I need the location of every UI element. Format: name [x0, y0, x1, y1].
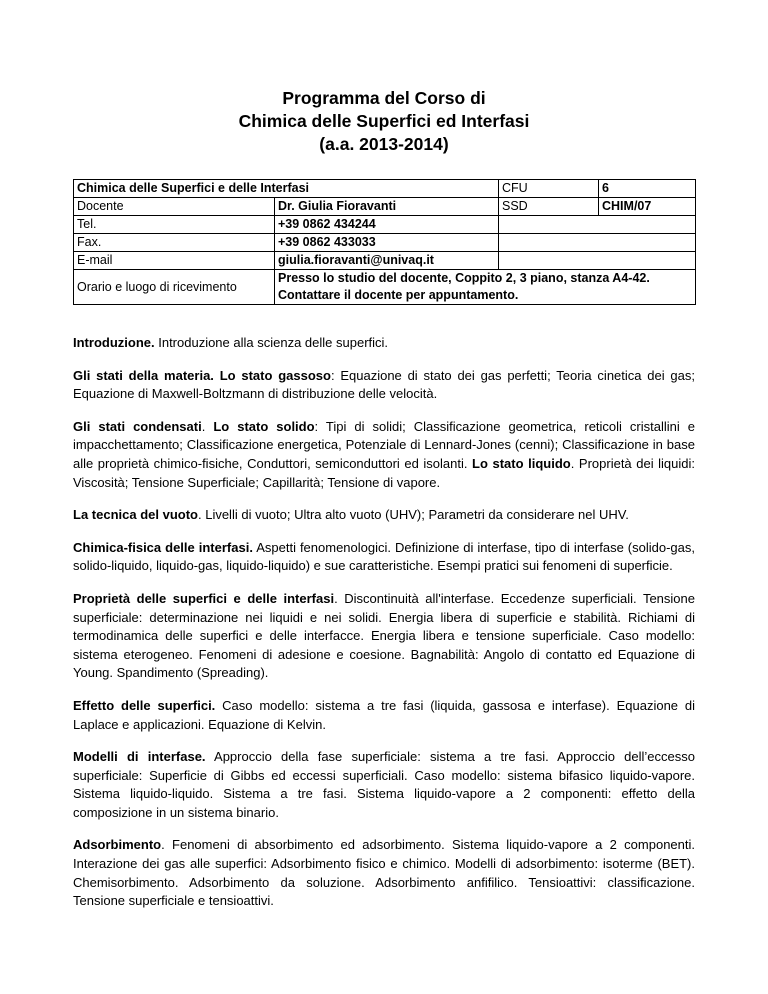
section-text: Introduzione alla scienza delle superfici.: [154, 335, 389, 350]
email-label: E-mail: [74, 252, 275, 270]
ssd-label: SSD: [499, 198, 599, 216]
section-text: : Tipi di solidi; Classificazione geometrica, reticoli cristallini e impacchettamento; Classificazione energetica, Potenziale di Lennard-Jones (cenni); Classificazione in base alle proprietà chimico-fisiche, Conduttori, semiconduttori ed isolanti.: [73, 418, 695, 471]
section-heading: Lo stato solido: [213, 418, 315, 434]
program-section: [73, 418, 695, 492]
section-heading: La tecnica del vuoto: [73, 507, 198, 523]
section-text: . Livelli di vuoto; Ultra alto vuoto (UHV); Parametri da considerare nel UHV.: [197, 507, 629, 523]
program-section: [73, 367, 695, 404]
docente-value: Dr. Giulia Fioravanti: [275, 198, 499, 216]
fax-label: Fax.: [74, 234, 275, 252]
orario-line-2: Contattare il docente per appuntamento.: [278, 288, 519, 302]
orario-label: Orario e luogo di ricevimento: [74, 270, 275, 305]
cfu-label: CFU: [499, 180, 599, 198]
course-name-cell: Chimica delle Superfici e delle Interfasi: [74, 180, 275, 198]
section-text: . Discontinuità all'interfase. Eccedenze superficiali. Tensione superficiale: determinazione nei liquidi e nei solidi. Energia libera di superficie e stabilità. Richiami di termodinamica delle superfici e delle interfacce. Energia libera e tensione superficiale. Caso modello: sistema eterogeneo. Fenomeni di adesione e coesione. Bagnabilità: Angolo di contatto ed Equazione di Young. Spandimento (Spreading).: [73, 590, 695, 681]
section-text: . Proprietà dei liquidi: Viscosità; Tensione Superficiale; Capillarità; Tensione di vapore.: [73, 455, 696, 490]
cfu-value: 6: [599, 180, 696, 198]
section-text: : Equazione di stato dei gas perfetti; Teoria cinetica dei gas; Equazione di Maxwell-Boltzmann di distribuzione delle velocità.: [73, 367, 695, 402]
orario-value: [275, 270, 696, 305]
section-text: .: [201, 418, 214, 434]
table-row: [74, 270, 696, 305]
program-section: [73, 590, 695, 683]
section-heading: Introduzione.: [73, 335, 155, 350]
section-text: Aspetti fenomenologici. Definizione di interfase, tipo di interfase (solido-gas, solido-liquido, liquido-gas, liquido-liquido) e sue caratteristiche. Esempi pratici sui fenomeni di superficie.: [73, 539, 695, 574]
program-section: [73, 748, 695, 822]
email-value: giulia.fioravanti@univaq.it: [275, 252, 499, 270]
section-heading: Gli stati condensati: [73, 418, 202, 434]
title-line-1: Programma del Corso di: [282, 88, 486, 108]
table-row: [74, 198, 696, 216]
section-heading: Chimica-fisica delle interfasi.: [73, 539, 253, 555]
title-line-2: Chimica delle Superfici ed Interfasi: [238, 111, 530, 131]
tel-value: +39 0862 434244: [275, 216, 499, 234]
fax-value: +39 0862 433033: [275, 234, 499, 252]
program-section: [73, 697, 695, 734]
table-row: [74, 180, 696, 198]
orario-line-1: Presso lo studio del docente, Coppito 2, 3 piano, stanza A4-42.: [278, 271, 650, 285]
program-section: [73, 539, 695, 576]
table-row: [74, 216, 696, 234]
tel-label: Tel.: [74, 216, 275, 234]
section-heading: Proprietà delle superfici e delle interfasi: [73, 590, 335, 606]
title-line-3: (a.a. 2013-2014): [319, 134, 449, 154]
table-row: [74, 252, 696, 270]
section-text: . Fenomeni di absorbimento ed adsorbimento. Sistema liquido-vapore a 2 componenti. Interazione dei gas alle superfici: Adsorbimento fisico e chimico. Modelli di adsorbimento: isoterme (BET). Chemisorbimento. Adsorbimento da soluzione. Adsorbimento anfifilico. Tensioattivi: classificazione. Tensione superficiale e tensioattivi.: [73, 837, 695, 909]
section-heading: Adsorbimento: [73, 837, 162, 853]
section-text: Caso modello: sistema a tre fasi (liquida, gassosa e interfase). Equazione di Laplace e applicazioni. Equazione di Kelvin.: [73, 697, 695, 732]
section-heading: Effetto delle superfici.: [73, 697, 216, 713]
program-body: [73, 334, 695, 925]
table-row: [74, 234, 696, 252]
program-section: [73, 506, 695, 525]
section-text: Approccio della fase superficiale: sistema a tre fasi. Approccio dell’eccesso superficiale: Superficie di Gibbs ed eccessi superficiali. Caso modello: sistema bifasico liquido-vapore. Sistema liquido-liquido. Sistema a tre fasi. Sistema liquido-vapore a 2 componenti: effetto della composizione in un sistema binario.: [73, 749, 695, 820]
course-info-table: [73, 179, 696, 305]
section-heading: Modelli di interfase.: [73, 749, 206, 765]
section-heading: Lo stato liquido: [472, 455, 571, 471]
program-section: [73, 836, 695, 910]
section-heading: Gli stati della materia. Lo stato gassoso: [73, 367, 331, 383]
program-section: [73, 334, 695, 353]
docente-label: Docente: [74, 198, 275, 216]
ssd-value: CHIM/07: [599, 198, 696, 216]
